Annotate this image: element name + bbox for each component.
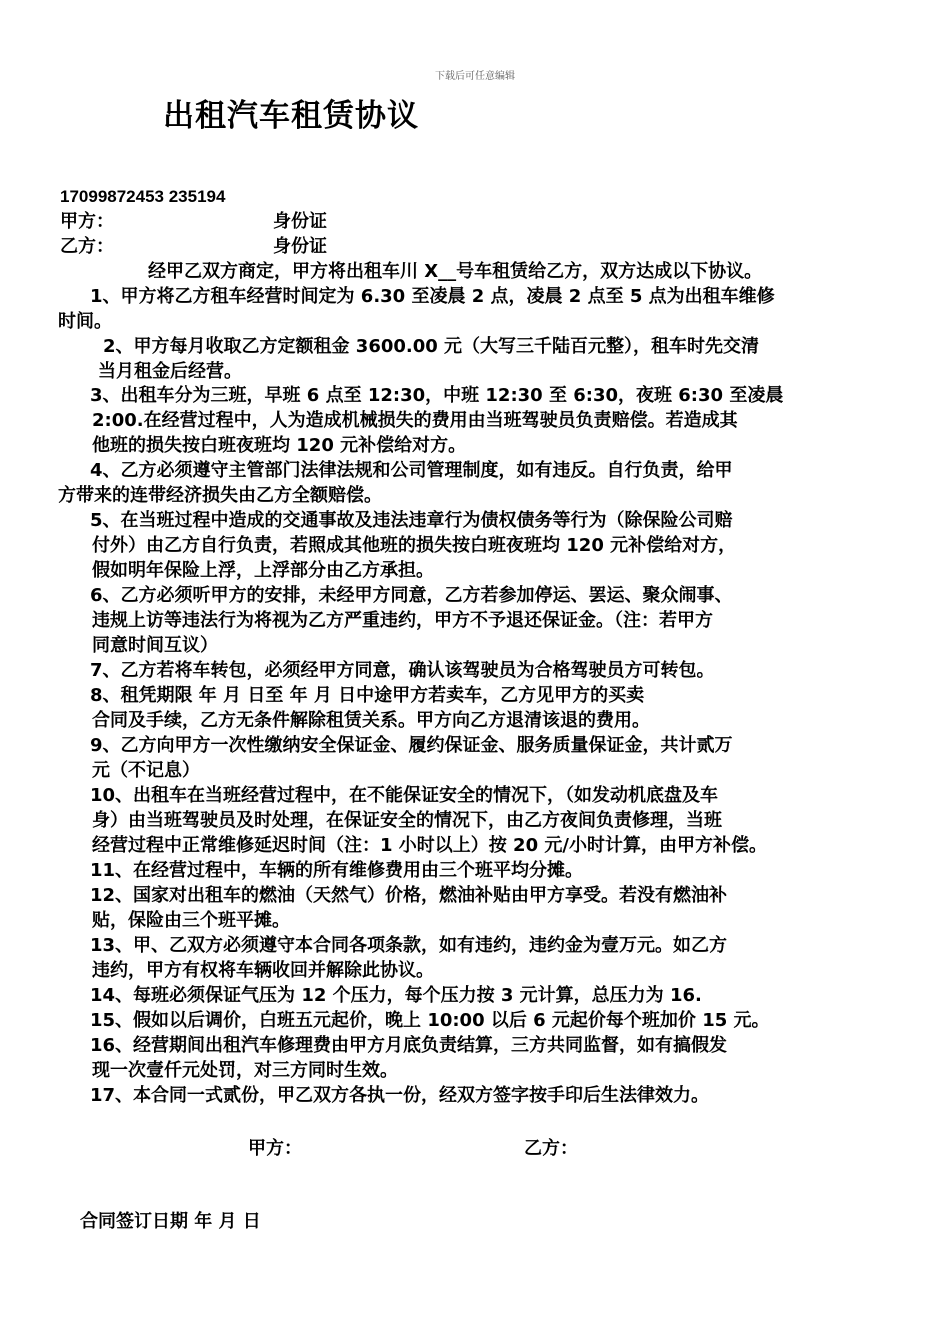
- intro-line: 经甲乙双方商定，甲方将出租车川 X__号车租赁给乙方，双方达成以下协议。: [148, 261, 763, 282]
- clause-line: 4、乙方必须遵守主管部门法律法规和公司管理制度，如有违反。自行负责，给甲: [90, 460, 733, 481]
- clause-line: 合同及手续，乙方无条件解除租赁关系。甲方向乙方退清该退的费用。: [92, 710, 650, 731]
- document-title: 出租汽车租赁协议: [163, 98, 419, 134]
- clause-line: 6、乙方必须听甲方的安排，未经甲方同意，乙方若参加停运、罢运、聚众闹事、: [90, 585, 733, 606]
- clause-line: 12、国家对出租车的燃油（天然气）价格，燃油补贴由甲方享受。若没有燃油补: [90, 885, 728, 906]
- clause-line: 违规上访等违法行为将视为乙方严重违约，甲方不予退还保证金。（注：若甲方: [92, 610, 713, 631]
- clause-line: 经营过程中正常维修延迟时间（注：1 小时以上）按 20 元/小时计算，由甲方补偿。: [92, 835, 767, 856]
- clause-line: 14、每班必须保证气压为 12 个压力，每个压力按 3 元计算，总压力为 16.: [90, 985, 702, 1006]
- clause-line: 1、甲方将乙方租车经营时间定为 6.30 至凌晨 2 点，凌晨 2 点至 5 点为出租车维修: [90, 286, 775, 307]
- clause-line: 假如明年保险上浮，上浮部分由乙方承担。: [92, 560, 434, 581]
- clause-line: 现一次壹仟元处罚，对三方同时生效。: [92, 1060, 398, 1081]
- clause-line: 同意时间互议）: [92, 635, 218, 656]
- party-a-label: 甲方：: [60, 211, 114, 232]
- clause-line: 9、乙方向甲方一次性缴纳安全保证金、履约保证金、服务质量保证金，共计贰万: [90, 735, 733, 756]
- clause-line: 5、在当班过程中造成的交通事故及违法违章行为债权债务等行为（除保险公司赔: [90, 510, 733, 531]
- party-b-id-label: 身份证: [273, 236, 327, 257]
- clause-line: 10、出租车在当班经营过程中，在不能保证安全的情况下，（如发动机底盘及车: [90, 785, 719, 806]
- clause-line: 3、出租车分为三班，早班 6 点至 12:30，中班 12:30 至 6:30，夜班 6:30 至凌晨: [90, 385, 784, 406]
- clause-line: 方带来的连带经济损失由乙方全额赔偿。: [58, 485, 382, 506]
- signature-party-a: 甲方：: [248, 1138, 302, 1159]
- signature-party-b: 乙方：: [524, 1138, 578, 1159]
- header-note: 下载后可任意编辑: [435, 71, 515, 82]
- party-a-id-label: 身份证: [273, 211, 327, 232]
- clause-line: 7、乙方若将车转包，必须经甲方同意，确认该驾驶员为合格驾驶员方可转包。: [90, 660, 715, 681]
- clause-line: 当月租金后经营。: [98, 361, 242, 382]
- clause-line: 2:00.在经营过程中，人为造成机械损失的费用由当班驾驶员负责赔偿。若造成其: [92, 410, 738, 431]
- phone-number: 17099872453 235194: [60, 187, 226, 206]
- clause-line: 8、租凭期限 年 月 日至 年 月 日中途甲方若卖车，乙方见甲方的买卖: [90, 685, 645, 706]
- clause-line: 时间。: [58, 311, 112, 332]
- clause-line: 16、经营期间出租汽车修理费由甲方月底负责结算，三方共同监督，如有搞假发: [90, 1035, 728, 1056]
- clause-line: 11、在经营过程中，车辆的所有维修费用由三个班平均分摊。: [90, 860, 584, 881]
- signing-date: 合同签订日期 年 月 日: [80, 1211, 261, 1232]
- party-b-label: 乙方：: [60, 236, 114, 257]
- clause-line: 元（不记息）: [92, 760, 200, 781]
- clause-line: 他班的损失按白班夜班均 120 元补偿给对方。: [92, 435, 467, 456]
- clause-line: 15、假如以后调价，白班五元起价，晚上 10:00 以后 6 元起价每个班加价 15 元。: [90, 1010, 770, 1031]
- clause-line: 13、甲、乙双方必须遵守本合同各项条款，如有违约，违约金为壹万元。如乙方: [90, 935, 728, 956]
- clause-line: 贴，保险由三个班平摊。: [92, 910, 290, 931]
- clause-line: 付外）由乙方自行负责，若照成其他班的损失按白班夜班均 120 元补偿给对方，: [92, 535, 737, 556]
- clause-line: 2、甲方每月收取乙方定额租金 3600.00 元（大写三千陆百元整），租车时先交清: [103, 336, 760, 357]
- clause-line: 身）由当班驾驶员及时处理，在保证安全的情况下，由乙方夜间负责修理，当班: [92, 810, 722, 831]
- clause-line: 违约，甲方有权将车辆收回并解除此协议。: [92, 960, 434, 981]
- clause-line: 17、本合同一式贰份，甲乙双方各执一份，经双方签字按手印后生法律效力。: [90, 1085, 710, 1106]
